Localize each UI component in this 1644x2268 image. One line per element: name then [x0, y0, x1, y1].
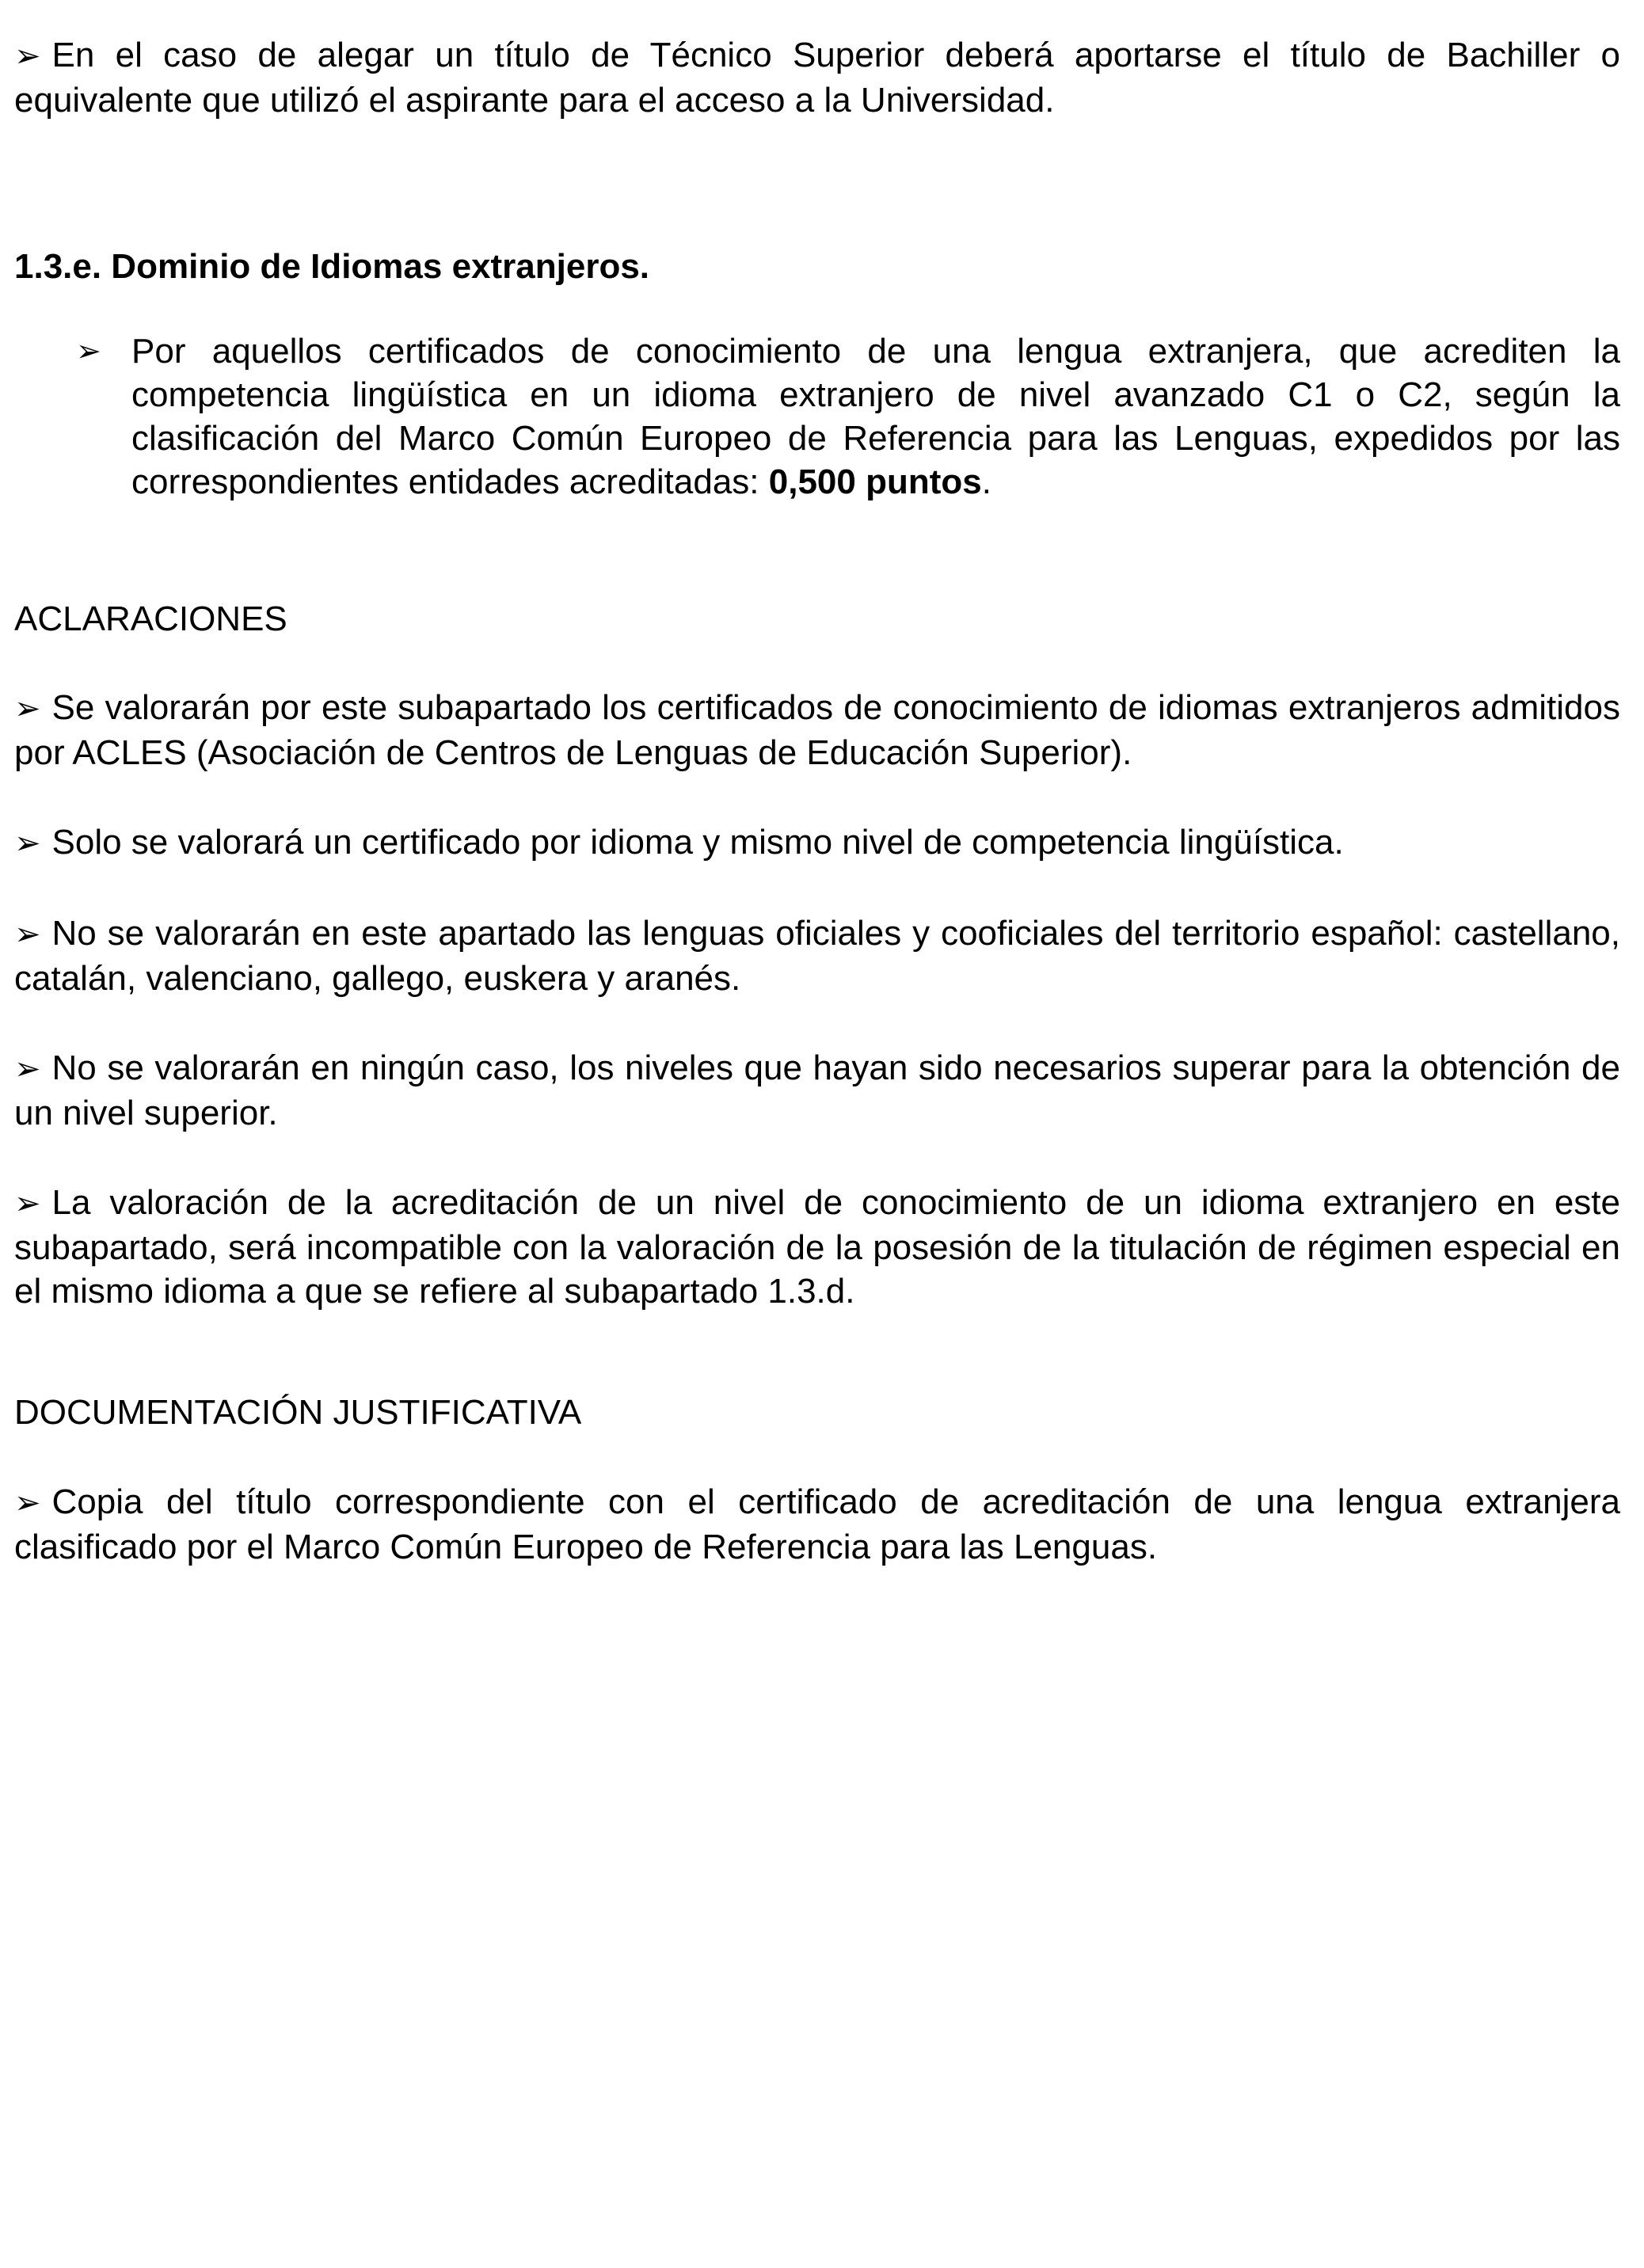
points-bullet — [14, 329, 1620, 504]
points-bullet-end: . — [981, 462, 991, 501]
points-value: 0,500 puntos — [768, 462, 982, 501]
aclaracion-text: Se valorarán por este subapartado los certificados de conocimiento de idiomas extranjeros admitidos por ACLES (Asociación de Centros de Lenguas de Educación Superior). — [14, 688, 1620, 772]
document-page — [14, 33, 1620, 1569]
aclaracion-item — [14, 1181, 1620, 1313]
intro-paragraph — [14, 33, 1620, 122]
documentacion-title: DOCUMENTACIÓN JUSTIFICATIVA — [14, 1393, 582, 1432]
aclaracion-item — [14, 686, 1620, 774]
aclaracion-text: No se valorarán en ningún caso, los niveles que hayan sido necesarios superar para la obtención de un nivel superior. — [14, 1048, 1620, 1132]
arrow-bullet-icon: ➢ — [14, 38, 41, 74]
arrow-bullet-icon: ➢ — [14, 825, 41, 862]
arrow-bullet-icon: ➢ — [14, 1185, 41, 1222]
aclaraciones-title: ACLARACIONES — [14, 599, 287, 638]
aclaracion-text: Solo se valorará un certificado por idioma y mismo nivel de competencia lingüística. — [51, 823, 1344, 862]
documentacion-text: Copia del título correspondiente con el certificado de acreditación de una lengua extranjera clasificado por el Marco Común Europeo de Referencia para las Lenguas. — [14, 1482, 1620, 1566]
aclaracion-item — [14, 1046, 1620, 1135]
documentacion-item — [14, 1480, 1620, 1569]
bullet-arrow-icon: ➢ — [76, 333, 101, 368]
points-bullet-text: Por aquellos certificados de conocimiento de una lengua extranjera, que acrediten la competencia lingüística en un idioma extranjero de nivel avanzado C1 o C2, según la clasificación del Marco Común Europeo de Referencia para las Lenguas, expedidos por las correspondientes entidades acreditadas: — [131, 332, 1620, 501]
aclaracion-item — [14, 820, 1620, 866]
section-heading: 1.3.e. Dominio de Idiomas extranjeros. — [14, 247, 650, 286]
arrow-bullet-icon: ➢ — [14, 1051, 41, 1087]
arrow-bullet-icon: ➢ — [14, 916, 41, 953]
aclaracion-text: No se valorarán en este apartado las lenguas oficiales y cooficiales del territorio español: castellano, catalán, valenciano, gallego, euskera y aranés. — [14, 914, 1620, 998]
intro-text: En el caso de alegar un título de Técnico Superior deberá aportarse el título de Bachiller o equivalente que utilizó el aspirante para el acceso a la Universidad. — [14, 36, 1620, 120]
arrow-bullet-icon: ➢ — [14, 691, 41, 727]
arrow-bullet-icon: ➢ — [14, 1485, 41, 1521]
aclaracion-text: La valoración de la acreditación de un nivel de conocimiento de un idioma extranjero en este subapartado, será incompatible con la valoración de la posesión de la titulación de régimen especial en el mismo idioma a que se refiere al subapartado 1.3.d. — [14, 1183, 1620, 1311]
aclaracion-item — [14, 911, 1620, 1000]
